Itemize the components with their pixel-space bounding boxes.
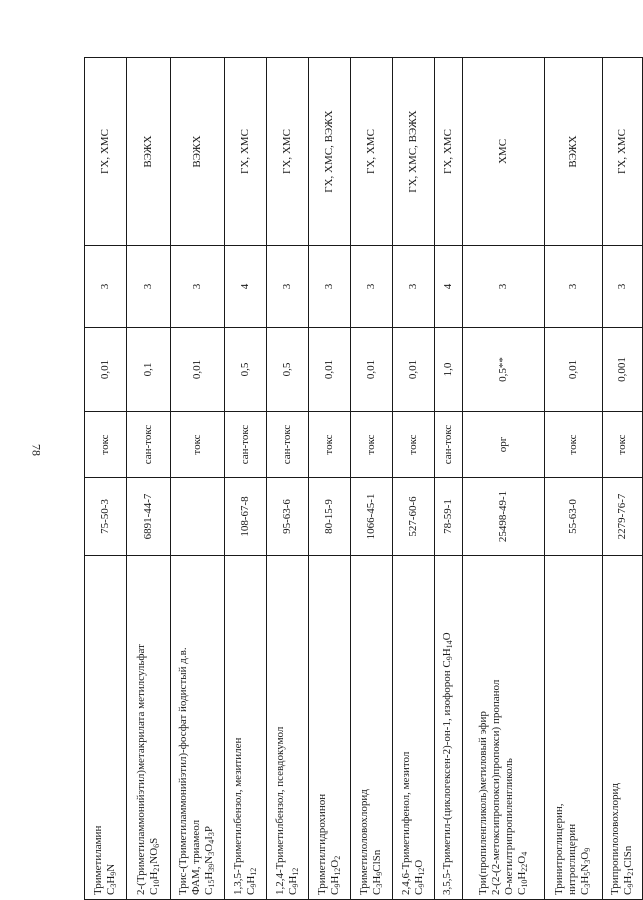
substance-name-cell	[393, 556, 435, 900]
limit-value-cell: 0,5	[225, 328, 267, 412]
table-sheet	[84, 58, 635, 900]
substance-name-line: Три(пропиленгликоль)метиловый эфир	[476, 711, 489, 895]
limit-value-cell: 0,1	[127, 328, 171, 412]
hazard-level-cell: 3	[545, 246, 603, 328]
cas-number-cell: 80-15-9	[309, 478, 351, 556]
limit-value-cell: 0,01	[545, 328, 603, 412]
table-row	[85, 58, 127, 900]
analysis-method-cell: ГХ, ХМС	[351, 58, 393, 246]
substance-name-line: $C_9H_{12}$	[286, 867, 300, 895]
limit-value-cell: 0,01	[393, 328, 435, 412]
hazard-class-cell: орг	[463, 412, 545, 478]
substance-name-line: Трис-(Триметиламмонийэтил)-фосфат йодистый д.в.	[177, 647, 189, 895]
page-number: 78	[29, 444, 44, 456]
analysis-method-cell: ВЭЖХ	[171, 58, 225, 246]
hazard-class-cell: сан-токс	[225, 412, 267, 478]
cas-number-cell: 95-63-6	[267, 478, 309, 556]
hazard-class-cell: токс	[545, 412, 603, 478]
cas-number-cell: 78-59-1	[435, 478, 463, 556]
substance-name-cell	[545, 556, 603, 900]
substance-name-line: 1,3,5-Триметилбензол, мезитилен	[231, 737, 244, 895]
substance-name-cell	[267, 556, 309, 900]
table-row	[351, 58, 393, 900]
substance-name-line: $C_9H_{12}O_2$	[328, 855, 342, 895]
cas-number-cell: 6891-44-7	[127, 478, 171, 556]
substance-name-cell	[85, 556, 127, 900]
analysis-method-cell: ГХ, ХМС	[603, 58, 643, 246]
table-row	[171, 58, 225, 900]
substance-name-line: 3,5,5-Триметил-(циклогексен-2)-он-1, изофорон $C_9H_{14}O$	[441, 632, 454, 895]
substance-name-cell	[351, 556, 393, 900]
table-row	[393, 58, 435, 900]
hazard-level-cell: 3	[463, 246, 545, 328]
cas-number-cell: 55-63-0	[545, 478, 603, 556]
analysis-method-cell: ГХ, ХМС	[267, 58, 309, 246]
limit-value-cell: 1,0	[435, 328, 463, 412]
analysis-method-cell: ГХ, ХМС	[435, 58, 463, 246]
substance-name-line: $C_9H_{12}$	[244, 867, 258, 895]
table-row	[603, 58, 643, 900]
cas-number-cell: 108-67-8	[225, 478, 267, 556]
substance-name-cell	[463, 556, 545, 900]
hazard-level-cell: 3	[127, 246, 171, 328]
cas-number-cell: 75-50-3	[85, 478, 127, 556]
table-row	[309, 58, 351, 900]
substance-name-line: $C_{15}H_{39}N_3O_4I_3P$	[203, 826, 216, 895]
hazard-class-cell: сан-токс	[435, 412, 463, 478]
hazard-level-cell: 3	[85, 246, 127, 328]
table-row	[267, 58, 309, 900]
substance-name-cell	[603, 556, 643, 900]
hazard-class-cell: сан-токс	[127, 412, 171, 478]
substance-name-line: О-метилтрипропиленгликоль	[502, 758, 515, 895]
analysis-method-cell: ВЭЖХ	[127, 58, 171, 246]
cas-number-cell: 1066-45-1	[351, 478, 393, 556]
limit-value-cell: 0,01	[85, 328, 127, 412]
hazard-class-cell: токс	[603, 412, 643, 478]
analysis-method-cell: ГХ, ХМС	[225, 58, 267, 246]
limit-value-cell: 0,01	[309, 328, 351, 412]
hazard-level-cell: 3	[171, 246, 225, 328]
substance-name-line: $C_9H_{12}O$	[412, 859, 426, 895]
cas-number-cell: 2279-76-7	[603, 478, 643, 556]
cas-number-cell	[171, 478, 225, 556]
hazard-level-cell: 3	[603, 246, 643, 328]
substance-name-line: Триметилоловохлорид	[357, 789, 370, 895]
limit-value-cell: 0,5	[267, 328, 309, 412]
table-row	[225, 58, 267, 900]
cas-number-cell: 25498-49-1	[463, 478, 545, 556]
limit-value-cell: 0,001	[603, 328, 643, 412]
limit-value-cell: 0,01	[351, 328, 393, 412]
hazard-class-cell: токс	[85, 412, 127, 478]
limit-value-cell: 0,01	[171, 328, 225, 412]
substance-name-line: Триметиламин	[91, 825, 104, 895]
substance-name-line: $C_3H_9ClSn$	[370, 849, 384, 895]
hazard-level-cell: 4	[225, 246, 267, 328]
substance-name-cell	[225, 556, 267, 900]
substance-name-line: Трипропилоловохлорид	[608, 783, 621, 895]
hazard-class-cell: токс	[393, 412, 435, 478]
substances-table	[84, 57, 643, 900]
substance-name-line: нитроглицерин	[566, 823, 578, 895]
table-row	[435, 58, 463, 900]
substance-name-line: 2,4,6-Триметилфенол, мезитол	[399, 751, 412, 895]
hazard-level-cell: 4	[435, 246, 463, 328]
analysis-method-cell: ГХ, ХМС	[85, 58, 127, 246]
substance-name-line: $C_3H_9N$	[104, 863, 118, 895]
hazard-level-cell: 3	[393, 246, 435, 328]
substance-name-cell	[309, 556, 351, 900]
limit-value-cell: 0,5**	[463, 328, 545, 412]
substance-name-cell	[435, 556, 463, 900]
substance-name-line: $C_3H_5N_3O_9$	[579, 847, 592, 895]
hazard-level-cell: 3	[309, 246, 351, 328]
hazard-level-cell: 3	[351, 246, 393, 328]
hazard-class-cell: токс	[351, 412, 393, 478]
hazard-class-cell: токс	[309, 412, 351, 478]
table-row	[127, 58, 171, 900]
substance-name-line: $C_{10}H_{21}NO_6S$	[147, 837, 161, 895]
substance-name-line: 1,2,4-Триметилбензол, псевдокумол	[273, 726, 286, 895]
table-row	[545, 58, 603, 900]
substance-name-line: ФАМ, триамеол	[190, 819, 202, 895]
substance-name-line: $C_9H_{21}ClSn$	[621, 845, 635, 895]
hazard-level-cell: 3	[267, 246, 309, 328]
substance-name-line: 2-(Триметиламмонийэтил)метакрилата метилсульфат	[134, 644, 147, 895]
substance-name-line: Триметилгидрохинон	[315, 793, 328, 895]
substance-name-cell	[171, 556, 225, 900]
table-row	[463, 58, 545, 900]
substance-name-line: Тринитроглицерин,	[553, 803, 565, 895]
substance-name-line: 2-(2-(2-метоксипропокси)пропокси) пропанол	[489, 679, 502, 895]
rotated-table-area	[84, 58, 635, 900]
hazard-class-cell: токс	[171, 412, 225, 478]
analysis-method-cell: ГХ, ХМС, ВЭЖХ	[393, 58, 435, 246]
hazard-class-cell: сан-токс	[267, 412, 309, 478]
analysis-method-cell: ГХ, ХМС, ВЭЖХ	[309, 58, 351, 246]
analysis-method-cell: ВЭЖХ	[545, 58, 603, 246]
substance-name-line: $C_{10}H_{22}O_4$	[515, 851, 529, 895]
analysis-method-cell: ХМС	[463, 58, 545, 246]
cas-number-cell: 527-60-6	[393, 478, 435, 556]
substance-name-cell	[127, 556, 171, 900]
